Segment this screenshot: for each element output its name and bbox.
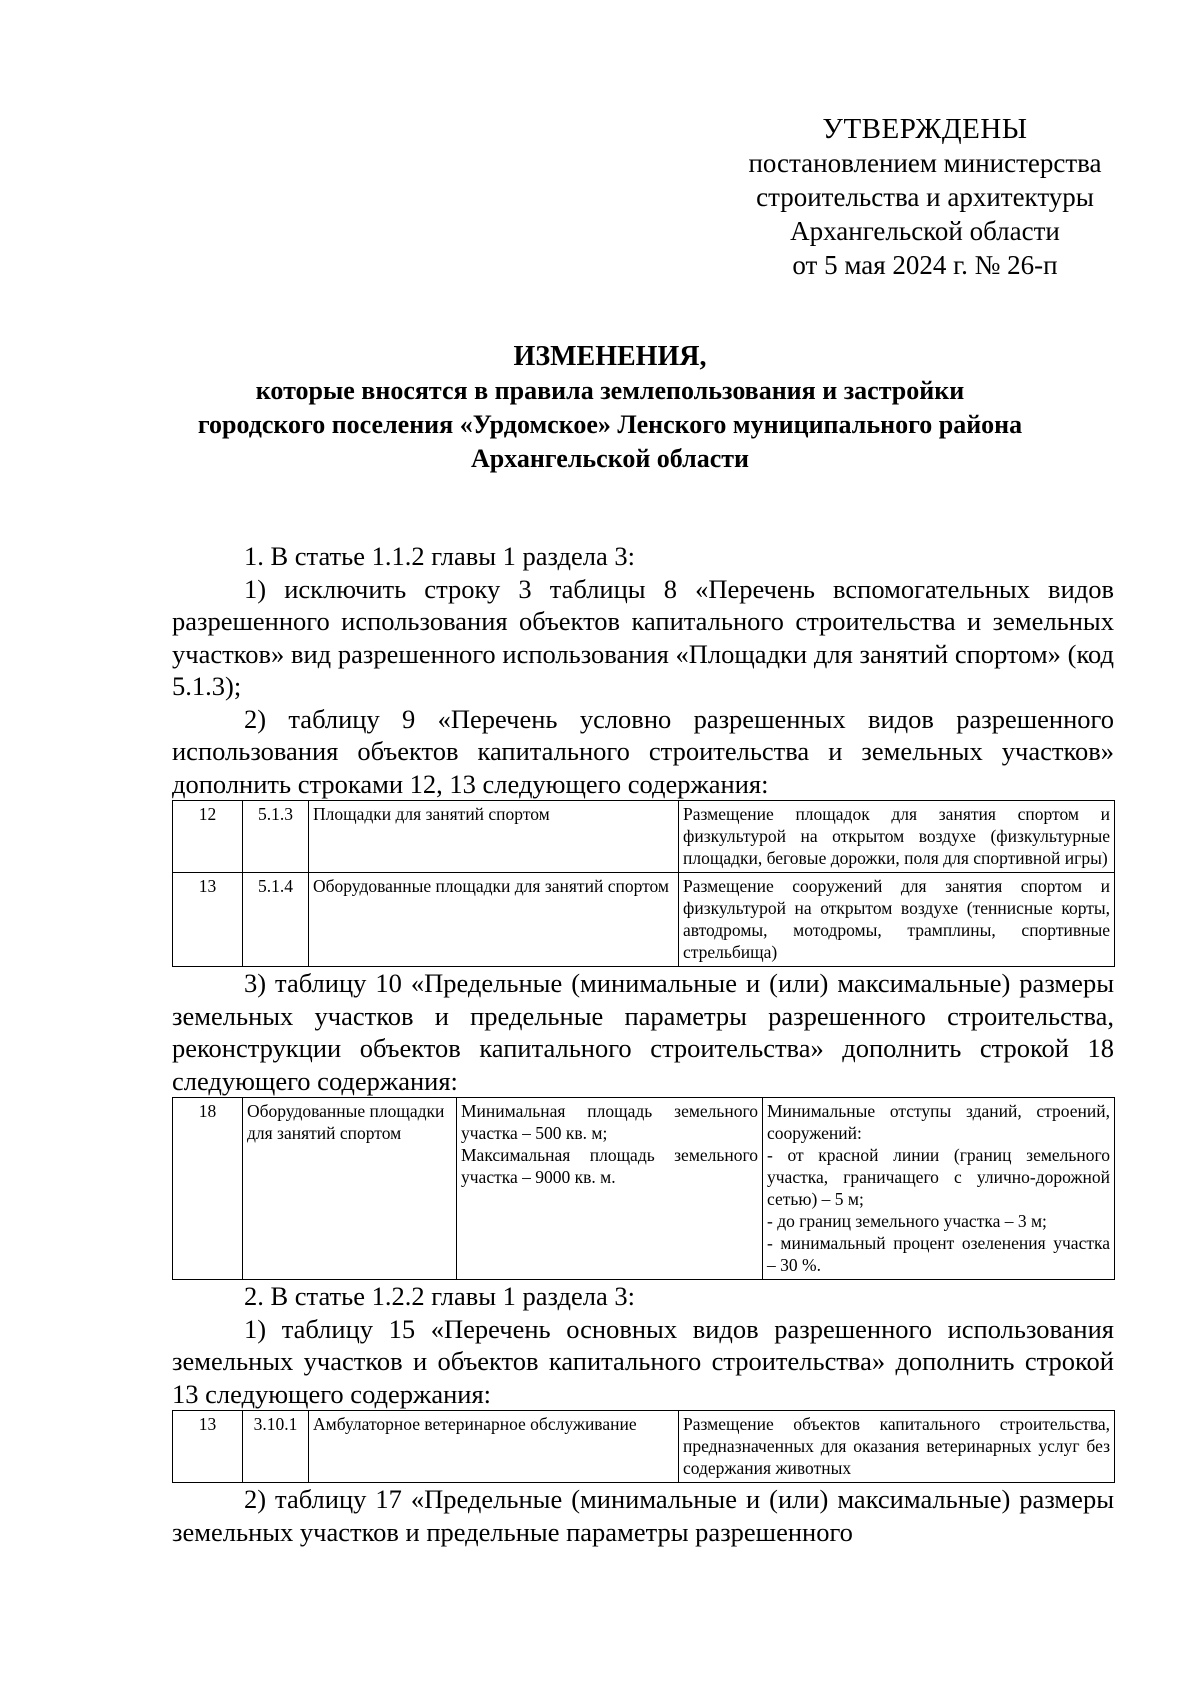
- params-red-line: - от красной линии (границ земельного участка, граничащего с улично-дорожной сетью) – 5 м;: [767, 1145, 1110, 1209]
- row-number: 13: [173, 873, 243, 967]
- title-line-2: городского поселения «Урдомское» Ленского муниципального района: [197, 410, 1023, 439]
- use-name: Амбулаторное ветеринарное обслуживание: [309, 1411, 679, 1483]
- params-intro: Минимальные отступы зданий, строений, сооружений:: [767, 1101, 1110, 1143]
- table-10-additions: [172, 1097, 1115, 1280]
- paragraph-6: 1) таблицу 15 «Перечень основных видов разрешенного использования земельных участков и объектов капитального строительства» дополнить строкой 13 следующего содержания:: [172, 1313, 1114, 1409]
- title-line-3: Архангельской области: [470, 444, 750, 473]
- area-limits: [457, 1098, 763, 1280]
- use-description: Размещение объектов капитального строительства, предназначенных для оказания ветеринарных услуг без содержания животных: [679, 1411, 1115, 1483]
- approval-heading: УТВЕРЖДЕНЫ: [822, 113, 1028, 145]
- title-main: ИЗМЕНЕНИЯ,: [513, 341, 707, 372]
- build-parameters: [763, 1098, 1115, 1280]
- area-min: Минимальная площадь земельного участка – 500 кв. м;: [461, 1101, 758, 1143]
- area-max: Максимальная площадь земельного участка – 9000 кв. м.: [461, 1145, 758, 1187]
- use-description: Размещение сооружений для занятия спортом и физкультурой на открытом воздухе (теннисные корты, автодромы, мотодромы, трамплины, спортивные стрельбища): [679, 873, 1115, 967]
- use-name: Оборудованные площадки для занятий спортом: [309, 873, 679, 967]
- use-description: Размещение площадок для занятия спортом и физкультурой на открытом воздухе (физкультурные площадки, беговые дорожки, поля для спортивной игры): [679, 801, 1115, 873]
- approval-stamp: [740, 112, 1110, 282]
- document-body: [172, 540, 1114, 1548]
- approval-line-3: Архангельской области: [790, 216, 1060, 246]
- approval-line-1: постановлением министерства: [748, 148, 1102, 178]
- title-line-1: которые вносятся в правила землепользования и застройки: [255, 376, 965, 405]
- table-15-additions: [172, 1410, 1115, 1483]
- use-name: Площадки для занятий спортом: [309, 801, 679, 873]
- use-code: 3.10.1: [243, 1411, 309, 1483]
- use-code: 5.1.3: [243, 801, 309, 873]
- table-row: [173, 1098, 1115, 1280]
- paragraph-4: 3) таблицу 10 «Предельные (минимальные и (или) максимальные) размеры земельных участков и предельные параметры разрешенного строительства, реконструкции объектов капитального строительства» дополнить строкой 18 следующего содержания:: [172, 968, 1114, 1096]
- use-name: Оборудованные площадки для занятий спортом: [243, 1098, 457, 1280]
- row-number: 12: [173, 801, 243, 873]
- approval-line-4: от 5 мая 2024 г. № 26-п: [792, 250, 1058, 280]
- paragraph-7: 2) таблицу 17 «Предельные (минимальные и (или) максимальные) размеры земельных участков и предельные параметры разрешенного: [172, 1484, 1114, 1547]
- table-row: [173, 801, 1115, 873]
- table-row: [173, 873, 1115, 967]
- paragraph-5: 2. В статье 1.2.2 главы 1 раздела 3:: [244, 1281, 636, 1311]
- table-9-additions: [172, 800, 1115, 967]
- table-row: [173, 1411, 1115, 1483]
- paragraph-1: 1. В статье 1.1.2 главы 1 раздела 3:: [244, 541, 636, 571]
- document-title: [150, 340, 1070, 476]
- use-code: 5.1.4: [243, 873, 309, 967]
- params-green: - минимальный процент озеленения участка – 30 %.: [767, 1233, 1110, 1275]
- row-number: 13: [173, 1411, 243, 1483]
- approval-line-2: строительства и архитектуры: [756, 182, 1094, 212]
- params-border: - до границ земельного участка – 3 м;: [767, 1211, 1047, 1231]
- paragraph-2: 1) исключить строку 3 таблицы 8 «Перечень вспомогательных видов разрешенного использования объектов капитального строительства и земельных участков» вид разрешенного использования «Площадки для занятий спортом» (код 5.1.3);: [172, 573, 1114, 701]
- row-number: 18: [173, 1098, 243, 1280]
- paragraph-3: 2) таблицу 9 «Перечень условно разрешенных видов разрешенного использования объектов капитального строительства и земельных участков» дополнить строками 12, 13 следующего содержания:: [172, 703, 1114, 799]
